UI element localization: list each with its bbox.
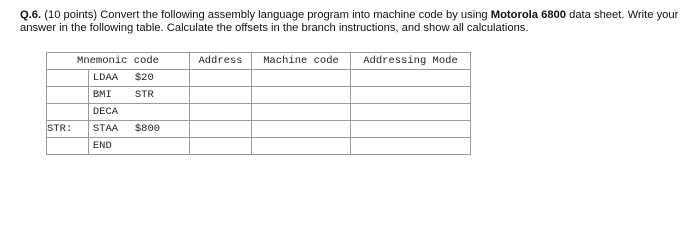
question-text-before: Convert the following assembly language program into machine code by using (100, 9, 488, 21)
table-row (47, 121, 471, 138)
machine-code-cell[interactable] (252, 138, 351, 155)
addressing-mode-cell[interactable] (351, 121, 471, 138)
row-label (47, 70, 89, 87)
row-opcode: BMI (92, 89, 112, 101)
machine-code-cell[interactable] (252, 104, 351, 121)
header-address: Address (190, 53, 252, 70)
address-cell[interactable] (190, 138, 252, 155)
table-row (47, 87, 471, 104)
row-operand: $20 (134, 72, 154, 84)
row-mnemonic (88, 104, 189, 121)
row-operand: STR (134, 89, 154, 101)
row-opcode: END (92, 140, 112, 152)
row-opcode: LDAA (92, 72, 119, 84)
table-header-row (47, 53, 471, 70)
question-number: Q.6. (20, 9, 42, 21)
address-cell[interactable] (190, 104, 252, 121)
address-cell[interactable] (190, 121, 252, 138)
addressing-mode-cell[interactable] (351, 104, 471, 121)
question-text-after: data sheet. Write your answer in the following table. Calculate the offsets in the branch instructions, and show all calculations. (20, 9, 679, 34)
row-label (47, 87, 89, 104)
table-row (47, 104, 471, 121)
row-opcode: DECA (92, 106, 119, 118)
header-addressing-mode: Addressing Mode (351, 53, 471, 70)
header-mnemonic: Mnemonic code (47, 53, 190, 70)
row-operand: $800 (134, 123, 161, 135)
header-machine-code: Machine code (252, 53, 351, 70)
question-text (20, 9, 685, 35)
addressing-mode-cell[interactable] (351, 87, 471, 104)
row-label (47, 138, 89, 155)
addressing-mode-cell[interactable] (351, 70, 471, 87)
question-points: (10 points) (44, 9, 98, 21)
addressing-mode-cell[interactable] (351, 138, 471, 155)
table-row (47, 138, 471, 155)
address-cell[interactable] (190, 70, 252, 87)
machine-code-cell[interactable] (252, 121, 351, 138)
row-mnemonic (88, 87, 189, 104)
assembly-table (46, 52, 471, 155)
row-label: STR: (47, 121, 89, 138)
row-mnemonic (88, 121, 189, 138)
table-row (47, 70, 471, 87)
row-opcode: STAA (92, 123, 119, 135)
row-mnemonic (88, 138, 189, 155)
machine-code-cell[interactable] (252, 87, 351, 104)
datasheet-name: Motorola 6800 (490, 9, 566, 21)
row-label (47, 104, 89, 121)
row-mnemonic (88, 70, 189, 87)
machine-code-cell[interactable] (252, 70, 351, 87)
address-cell[interactable] (190, 87, 252, 104)
